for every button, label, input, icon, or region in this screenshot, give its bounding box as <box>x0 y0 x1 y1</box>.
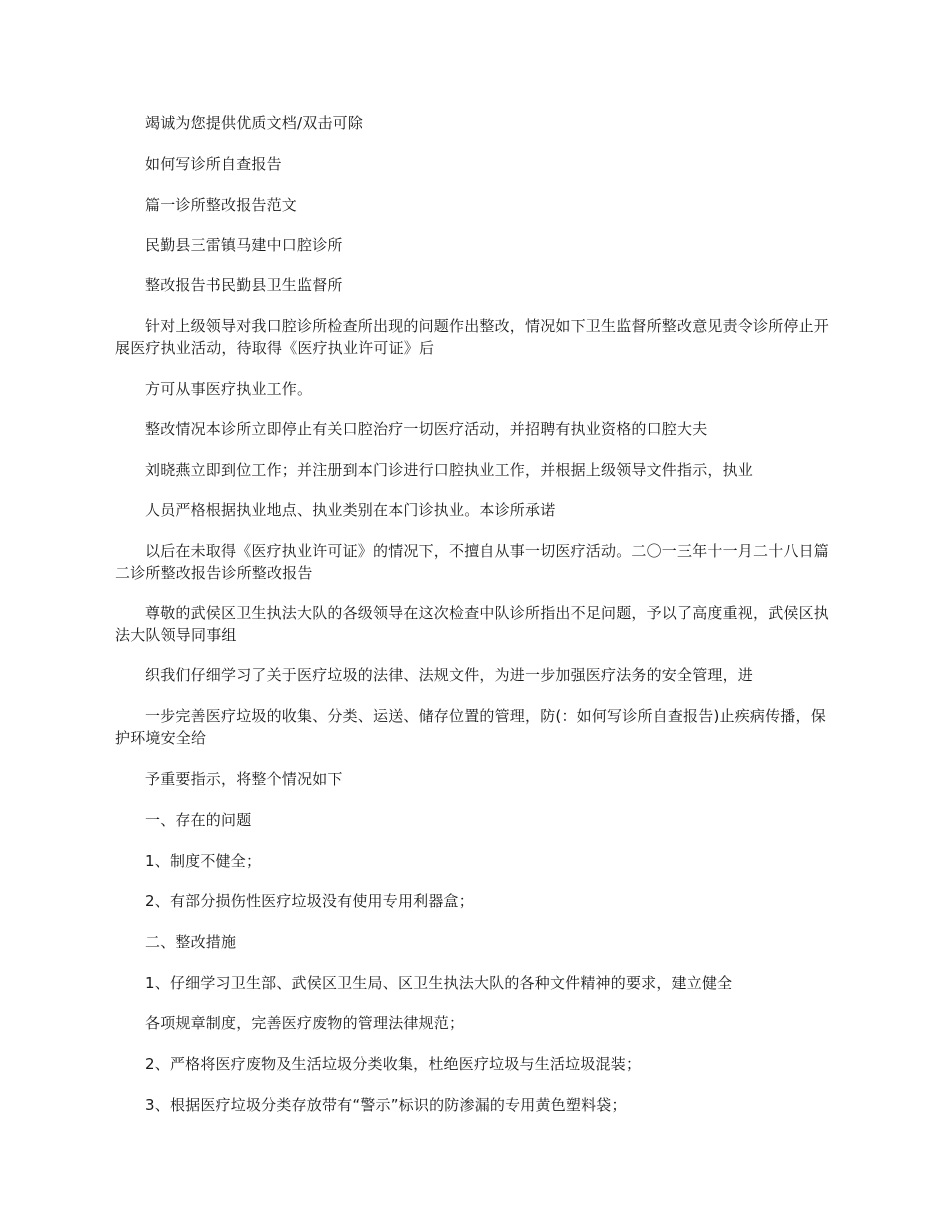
paragraph: 人员严格根据执业地点、执业类别在本门诊执业。本诊所承诺 <box>145 501 556 519</box>
paragraph: 整改情况本诊所立即停止有关口腔治疗一切医疗活动，并招聘有执业资格的口腔大夫 <box>145 420 708 438</box>
paragraph: 一步完善医疗垃圾的收集、分类、运送、储存位置的管理，防(：如何写诊所自查报告)止疾病传播，保护环境安全给 <box>115 707 826 747</box>
paragraph: 民勤县三雷镇马建中口腔诊所 <box>145 236 343 254</box>
paragraph: 整改报告书民勤县卫生监督所 <box>145 276 343 294</box>
paragraph: 以后在未取得《医疗执业许可证》的情况下，不擅自从事一切医疗活动。二〇一三年十一月二十八日篇二诊所整改报告诊所整改报告 <box>115 542 830 582</box>
paragraph: 各项规章制度，完善医疗废物的管理法律规范； <box>145 1014 465 1032</box>
list-item: 2、有部分损伤性医疗垃圾没有使用专用利器盒； <box>145 892 474 910</box>
list-item: 1、制度不健全； <box>145 852 262 870</box>
list-item: 3、根据医疗垃圾分类存放带有“警示”标识的防渗漏的专用黄色塑料袋； <box>145 1096 627 1114</box>
list-item: 2、严格将医疗废物及生活垃圾分类收集，杜绝医疗垃圾与生活垃圾混装； <box>145 1055 642 1073</box>
section-heading: 篇一诊所整改报告范文 <box>145 196 298 214</box>
paragraph: 刘晓燕立即到位工作；并注册到本门诊进行口腔执业工作，并根据上级领导文件指示，执业 <box>145 461 754 479</box>
paragraph: 方可从事医疗执业工作。 <box>145 380 313 398</box>
paragraph: 针对上级领导对我口腔诊所检查所出现的问题作出整改，情况如下卫生监督所整改意见责令诊所停止开展医疗执业活动，待取得《医疗执业许可证》后 <box>115 317 830 357</box>
list-item: 1、仔细学习卫生部、武侯区卫生局、区卫生执法大队的各种文件精神的要求，建立健全 <box>145 974 733 992</box>
doc-title: 如何写诊所自查报告 <box>145 155 282 173</box>
section-heading: 二、整改措施 <box>145 933 237 951</box>
paragraph: 织我们仔细学习了关于医疗垃圾的法律、法规文件，为进一步加强医疗法务的安全管理，进 <box>145 666 754 684</box>
paragraph: 尊敬的武侯区卫生执法大队的各级领导在这次检查中队诊所指出不足问题，予以了高度重视，武侯区执法大队领导同事组 <box>115 604 830 644</box>
doc-header-line: 竭诚为您提供优质文档/双击可除 <box>145 114 364 132</box>
section-heading: 一、存在的问题 <box>145 811 252 829</box>
paragraph: 予重要指示，将整个情况如下 <box>145 770 343 788</box>
